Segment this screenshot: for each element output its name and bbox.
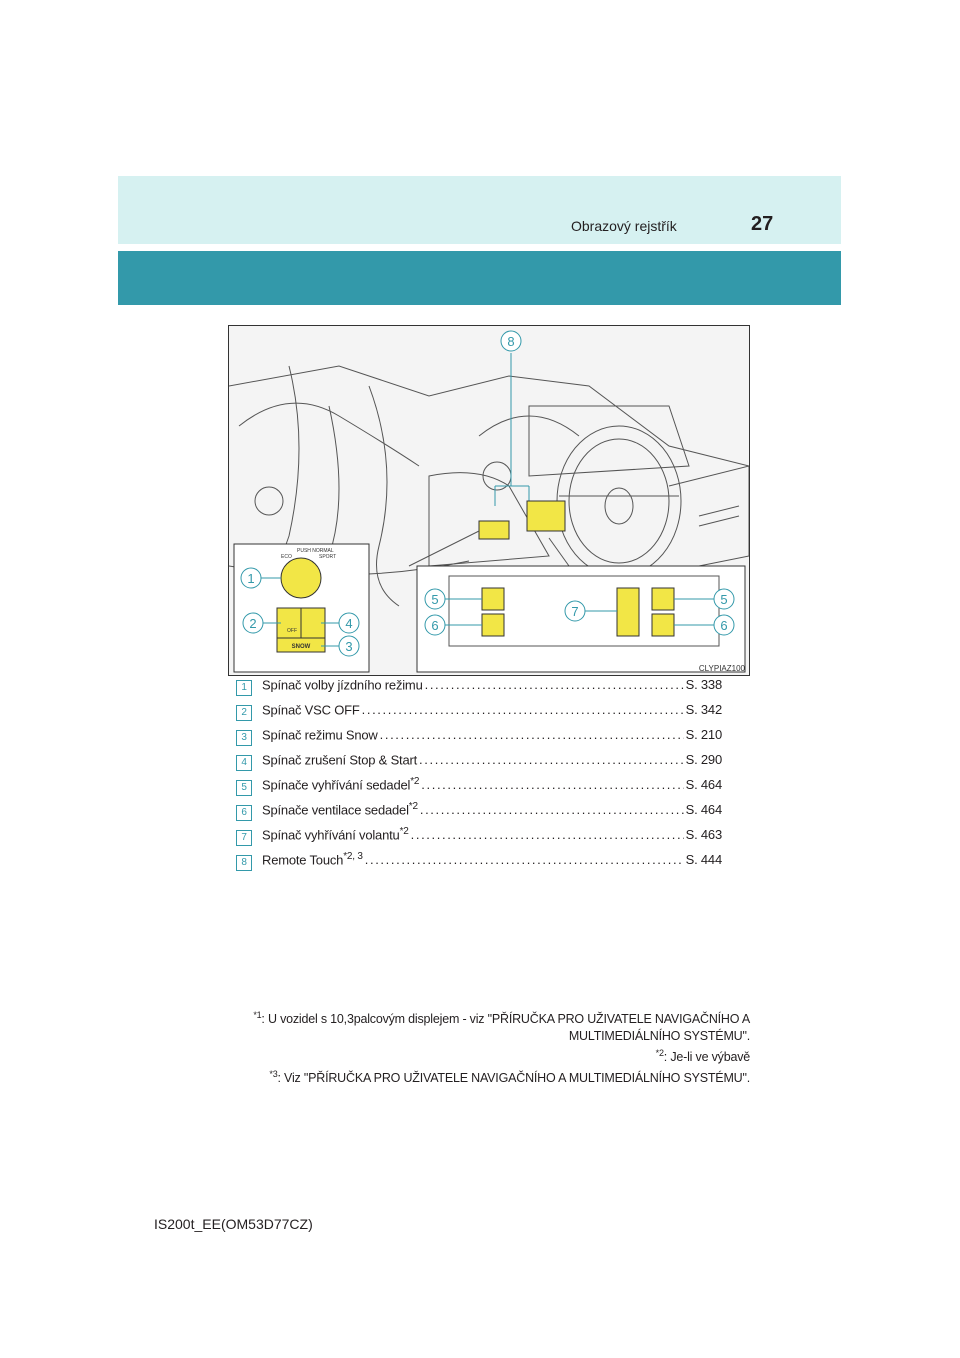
list-item[interactable]: [236, 676, 722, 701]
interior-illustration: [228, 325, 750, 676]
drive-mode-inset: [234, 544, 369, 672]
item-label: Spínač vyhřívání volantu$^{*2}$: [262, 826, 409, 843]
page-reference[interactable]: S. 342: [685, 702, 722, 718]
svg-text:OFF: OFF: [287, 628, 297, 634]
page-reference[interactable]: S. 290: [685, 752, 722, 768]
seat-heater-left: [482, 588, 504, 610]
svg-text:4: 4: [345, 616, 353, 631]
list-item[interactable]: [236, 701, 722, 726]
dot-leader: [365, 852, 684, 867]
item-label: Spínač zrušení Stop & Start: [262, 752, 418, 768]
page-reference[interactable]: S. 464: [685, 777, 722, 793]
footnote: $^{*1}$: U vozidel s 10,3palcovým displejem - viz "PŘÍRUČKA PRO UŽIVATELE NAVIGAČNÍHO A MULTIMEDIÁLNÍHO SYSTÉMU".: [253, 1010, 750, 1044]
svg-text:5: 5: [431, 592, 439, 607]
footnote: $^{*2}$: Je-li ve výbavě: [655, 1048, 750, 1065]
console-switch-highlight: [479, 521, 509, 539]
seat-heater-right: [652, 588, 674, 610]
list-item[interactable]: [236, 776, 722, 801]
item-label: Remote Touch$^{*2, 3}$: [262, 851, 363, 868]
list-item[interactable]: [236, 726, 722, 751]
dot-leader: [362, 702, 684, 717]
dot-leader: [380, 727, 684, 742]
item-label: Spínač režimu Snow: [262, 727, 378, 743]
svg-text:ECO: ECO: [281, 554, 292, 560]
svg-text:1: 1: [247, 571, 255, 586]
item-number-badge: 1: [236, 680, 252, 696]
dot-leader: [420, 802, 684, 817]
remote-touch-highlight: [527, 501, 565, 531]
svg-text:6: 6: [431, 618, 439, 633]
svg-text:7: 7: [571, 604, 579, 619]
list-item[interactable]: [236, 851, 722, 876]
svg-text:SNOW: SNOW: [291, 644, 311, 650]
drive-mode-knob: [281, 558, 321, 598]
list-item[interactable]: [236, 801, 722, 826]
page-reference[interactable]: S. 463: [685, 827, 722, 843]
dot-leader: [419, 752, 684, 767]
header-top-band: [118, 176, 841, 244]
dot-leader: [421, 777, 683, 792]
svg-text:PUSH NORMAL: PUSH NORMAL: [297, 548, 334, 554]
item-number-badge: 5: [236, 780, 252, 796]
section-title: Obrazový rejstřík: [571, 218, 677, 234]
svg-text:SPORT: SPORT: [319, 554, 337, 560]
page-reference[interactable]: S. 210: [685, 727, 722, 743]
seat-vent-left: [482, 614, 504, 636]
list-item[interactable]: [236, 751, 722, 776]
dot-leader: [425, 677, 684, 692]
item-number-badge: 6: [236, 805, 252, 821]
item-number-badge: 2: [236, 705, 252, 721]
page-reference[interactable]: S. 464: [685, 802, 722, 818]
figure-code: CLYPIAZ100: [698, 664, 745, 673]
header-accent-band: [118, 251, 841, 305]
item-label: Spínač VSC OFF: [262, 702, 360, 718]
footnotes: [230, 1007, 750, 1087]
climate-switch-inset: [409, 531, 745, 672]
dot-leader: [411, 827, 684, 842]
item-label: Spínače vyhřívání sedadel$^{*2}$: [262, 776, 420, 793]
item-number-badge: 8: [236, 855, 252, 871]
footnote: $^{*3}$: Viz "PŘÍRUČKA PRO UŽIVATELE NAVIGAČNÍHO A MULTIMEDIÁLNÍHO SYSTÉMU".: [269, 1069, 750, 1086]
item-index-list: [236, 676, 722, 876]
svg-text:5: 5: [720, 592, 728, 607]
item-label: Spínače ventilace sedadel$^{*2}$: [262, 801, 418, 818]
steering-heater-switch: [617, 588, 639, 636]
page-number: 27: [751, 213, 774, 235]
svg-text:2: 2: [249, 616, 257, 631]
item-number-badge: 3: [236, 730, 252, 746]
interior-drawing: [229, 326, 749, 675]
item-number-badge: 4: [236, 755, 252, 771]
svg-text:8: 8: [507, 334, 515, 349]
item-label: Spínač volby jízdního režimu: [262, 677, 423, 693]
item-number-badge: 7: [236, 830, 252, 846]
seat-vent-right: [652, 614, 674, 636]
svg-text:6: 6: [720, 618, 728, 633]
svg-text:3: 3: [345, 639, 353, 654]
page-reference[interactable]: S. 338: [685, 677, 722, 693]
document-code: IS200t_EE(OM53D77CZ): [154, 1216, 313, 1232]
page-reference[interactable]: S. 444: [685, 852, 722, 868]
list-item[interactable]: [236, 826, 722, 851]
